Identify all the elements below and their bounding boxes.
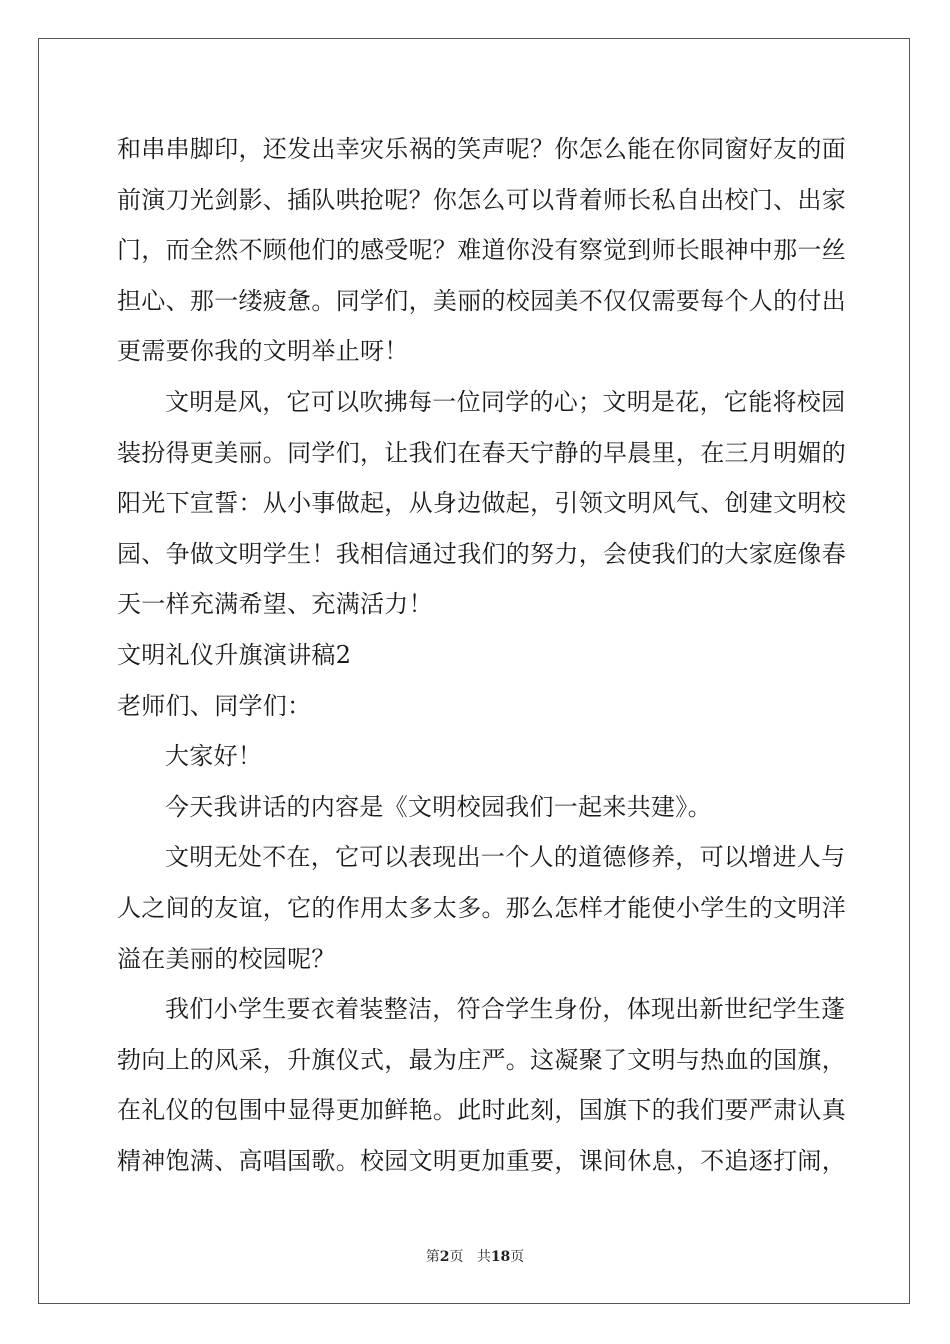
text-line: 担心、那一缕疲惫。同学们，美丽的校园美不仅仅需要每个人的付出 <box>117 286 846 315</box>
text-line: 更需要你我的文明举止呀！ <box>117 337 409 366</box>
paragraph-start-line: 文明是风，它可以吹拂每一位同学的心；文明是花，它能将校园 <box>165 387 846 416</box>
total-prefix: 共 <box>476 1249 491 1265</box>
text-line: 装扮得更美丽。同学们，让我们在春天宁静的早晨里，在三月明媚的 <box>117 438 846 467</box>
text-line: 在礼仪的包围中显得更加鲜艳。此时此刻，国旗下的我们要严肃认真 <box>117 1096 846 1125</box>
section-title: 文明礼仪升旗演讲稿2 <box>117 640 352 669</box>
text-line: 天一样充满希望、充满活力！ <box>117 590 433 619</box>
text-line: 园、争做文明学生！我相信通过我们的努力，会使我们的大家庭像春 <box>117 539 846 568</box>
salutation: 老师们、同学们： <box>117 691 312 720</box>
text-line: 前演刀光剑影、插队哄抢呢？你怎么可以背着师长私自出校门、出家 <box>117 185 846 214</box>
text-line: 溢在美丽的校园呢？ <box>117 944 336 973</box>
paragraph-start-line: 今天我讲话的内容是《文明校园我们一起来共建》。 <box>165 792 712 821</box>
text-line: 精神饱满、高唱国歌。校园文明更加重要，课间休息，不追逐打闹， <box>117 1146 846 1175</box>
text-line: 和串串脚印，还发出幸灾乐祸的笑声呢？你怎么能在你同窗好友的面 <box>117 135 846 163</box>
text-line: 阳光下宣誓：从小事做起，从身边做起，引领文明风气、创建文明校 <box>117 489 846 518</box>
page-suffix: 页 <box>449 1249 464 1265</box>
page-footer <box>0 1246 950 1266</box>
greeting: 大家好！ <box>165 742 263 771</box>
page-prefix: 第 <box>425 1249 440 1265</box>
document-body <box>117 124 846 1186</box>
paragraph-start-line: 我们小学生要衣着装整洁，符合学生身份，体现出新世纪学生蓬 <box>165 995 846 1024</box>
text-line: 人之间的友谊，它的作用太多太多。那么怎样才能使小学生的文明洋 <box>117 893 846 922</box>
text-line: 勃向上的风采，升旗仪式，最为庄严。这凝聚了文明与热血的国旗， <box>117 1045 846 1074</box>
paragraph-start-line: 文明无处不在，它可以表现出一个人的道德修养，可以增进人与 <box>165 843 846 872</box>
total-pages: 18 <box>490 1249 511 1265</box>
text-line: 门，而全然不顾他们的感受呢？难道你没有察觉到师长眼神中那一丝 <box>117 236 846 265</box>
page-number: 2 <box>439 1249 450 1265</box>
total-suffix: 页 <box>510 1249 525 1265</box>
